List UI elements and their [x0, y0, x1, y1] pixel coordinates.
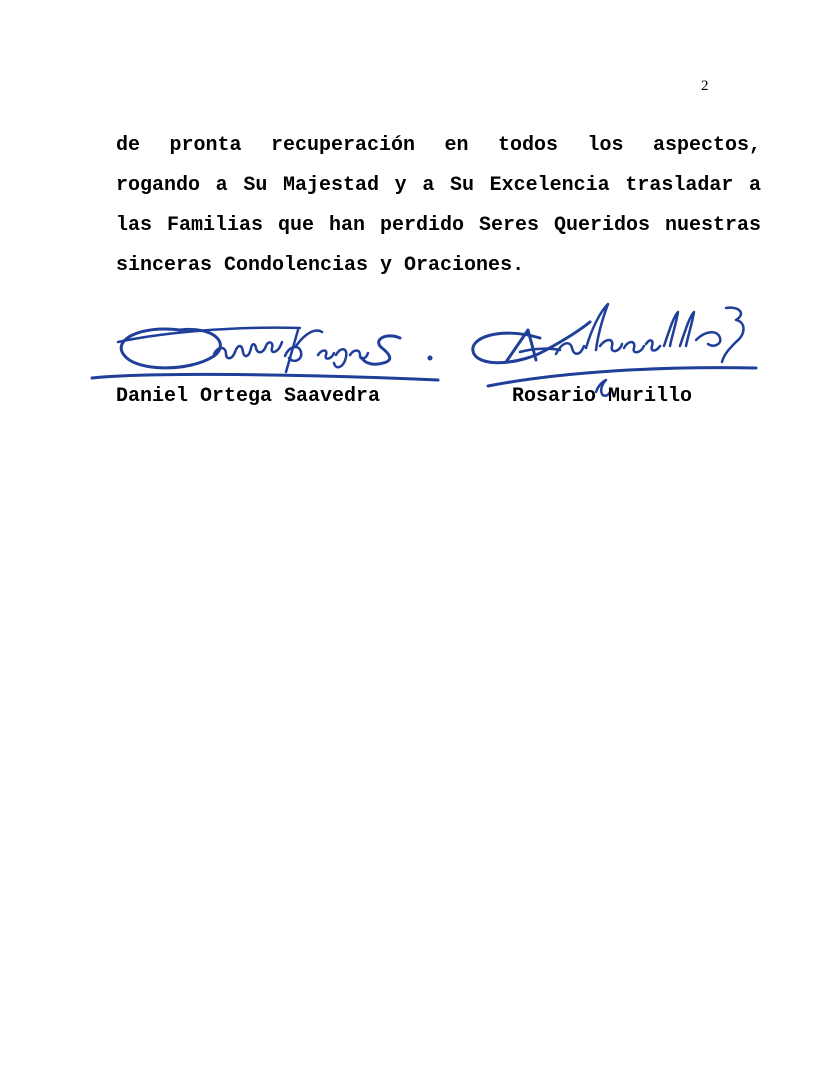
page-number: 2 — [701, 78, 709, 94]
body-line: rogando a Su Majestad y a Su Excelencia trasladar a — [116, 174, 761, 197]
body-line: de pronta recuperación en todos los aspectos, — [116, 134, 761, 157]
body-line: sinceras Condolencias y Oraciones. — [116, 254, 525, 277]
signer-name-left: Daniel Ortega Saavedra — [116, 385, 381, 408]
body-line: las Familias que han perdido Seres Queridos nuestras — [116, 214, 761, 237]
signature-rosario-murillo — [473, 304, 756, 396]
signature-block — [0, 290, 825, 400]
signature-daniel-ortega — [92, 328, 438, 380]
signer-name-right: Rosario Murillo — [512, 385, 693, 408]
letter-body — [116, 126, 761, 286]
